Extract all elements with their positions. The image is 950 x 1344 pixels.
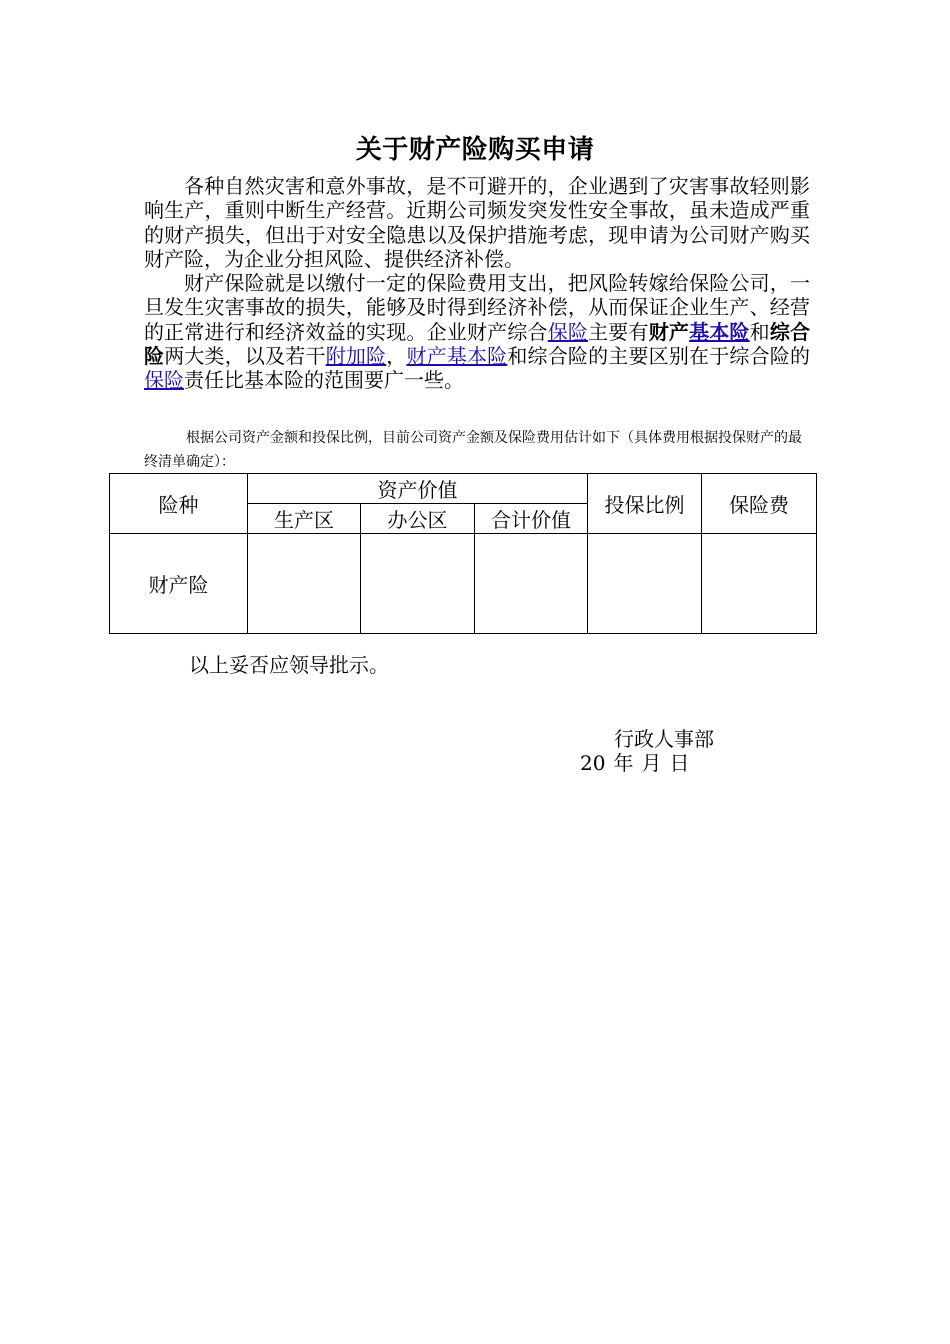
date-year: 20	[580, 751, 606, 775]
link-property-basic-insurance[interactable]: 财产基本险	[406, 344, 508, 369]
estimate-note: 根据公司资产金额和投保比例，目前公司资产金额及保险费用估计如下（具体费用根据投保财产的最终清单确定）：	[144, 430, 802, 470]
para2-text: ，	[386, 344, 407, 369]
para2-text: 责任比基本险的范围要广一些。	[184, 368, 464, 393]
para2-text: 和	[749, 319, 770, 344]
header-coverage-ratio: 投保比例	[588, 474, 702, 534]
insurance-table	[109, 473, 817, 634]
paragraph-2	[144, 271, 810, 392]
link-basic-insurance[interactable]	[689, 320, 750, 344]
bold-property: 财产	[648, 319, 690, 344]
link-additional-insurance[interactable]: 附加险	[325, 344, 387, 369]
header-office-area: 办公区	[361, 504, 475, 534]
para2-text: 财产保险就是以缴付一定的保险费用支出，把风险转嫁给保险公司，一旦发生灾害事故的损失，能够及时得到经济补偿，从而保证企业生产、经营的正常进行和经济效益的实现。企业财产综合	[144, 271, 810, 344]
link-insurance[interactable]: 保险	[547, 319, 589, 344]
cell-insurance-type: 财产险	[110, 534, 248, 634]
table-row	[110, 534, 817, 634]
header-insurance-type: 险种	[110, 474, 248, 534]
header-premium: 保险费	[702, 474, 817, 534]
para2-text: 和综合险的主要区别在于综合险的	[507, 344, 810, 369]
link-insurance-2[interactable]: 保险	[144, 368, 184, 393]
cell-coverage-ratio[interactable]	[588, 534, 702, 634]
para2-text: 两大类，以及若干	[164, 344, 326, 369]
date-day-label: 日	[669, 751, 690, 775]
document-title: 关于财产险购买申请	[355, 135, 595, 165]
date-line	[580, 750, 697, 776]
department-signature: 行政人事部	[614, 727, 714, 751]
link-basic-insurance-label: 基本险	[689, 319, 750, 344]
cell-premium[interactable]	[702, 534, 817, 634]
cell-total-value[interactable]	[475, 534, 588, 634]
date-month-label: 月	[641, 751, 662, 775]
cell-office-value[interactable]	[361, 534, 475, 634]
paragraph-1: 各种自然灾害和意外事故，是不可避开的，企业遇到了灾害事故轻则影响生产，重则中断生产经营。近期公司频发突发性安全事故，虽未造成严重的财产损失，但出于对安全隐患以及保护措施考虑，现申请为公司财产购买财产险，为企业分担风险、提供经济补偿。	[144, 174, 810, 271]
body-text	[144, 174, 810, 393]
bold-comprehensive: 综合险	[144, 319, 810, 369]
cell-production-value[interactable]	[248, 534, 361, 634]
para2-text: 主要有	[588, 319, 649, 344]
header-asset-value: 资产价值	[248, 474, 588, 504]
header-total-value: 合计价值	[475, 504, 588, 534]
approval-request: 以上妥否应领导批示。	[189, 653, 389, 677]
date-year-label: 年	[613, 751, 634, 775]
header-production-area: 生产区	[248, 504, 361, 534]
